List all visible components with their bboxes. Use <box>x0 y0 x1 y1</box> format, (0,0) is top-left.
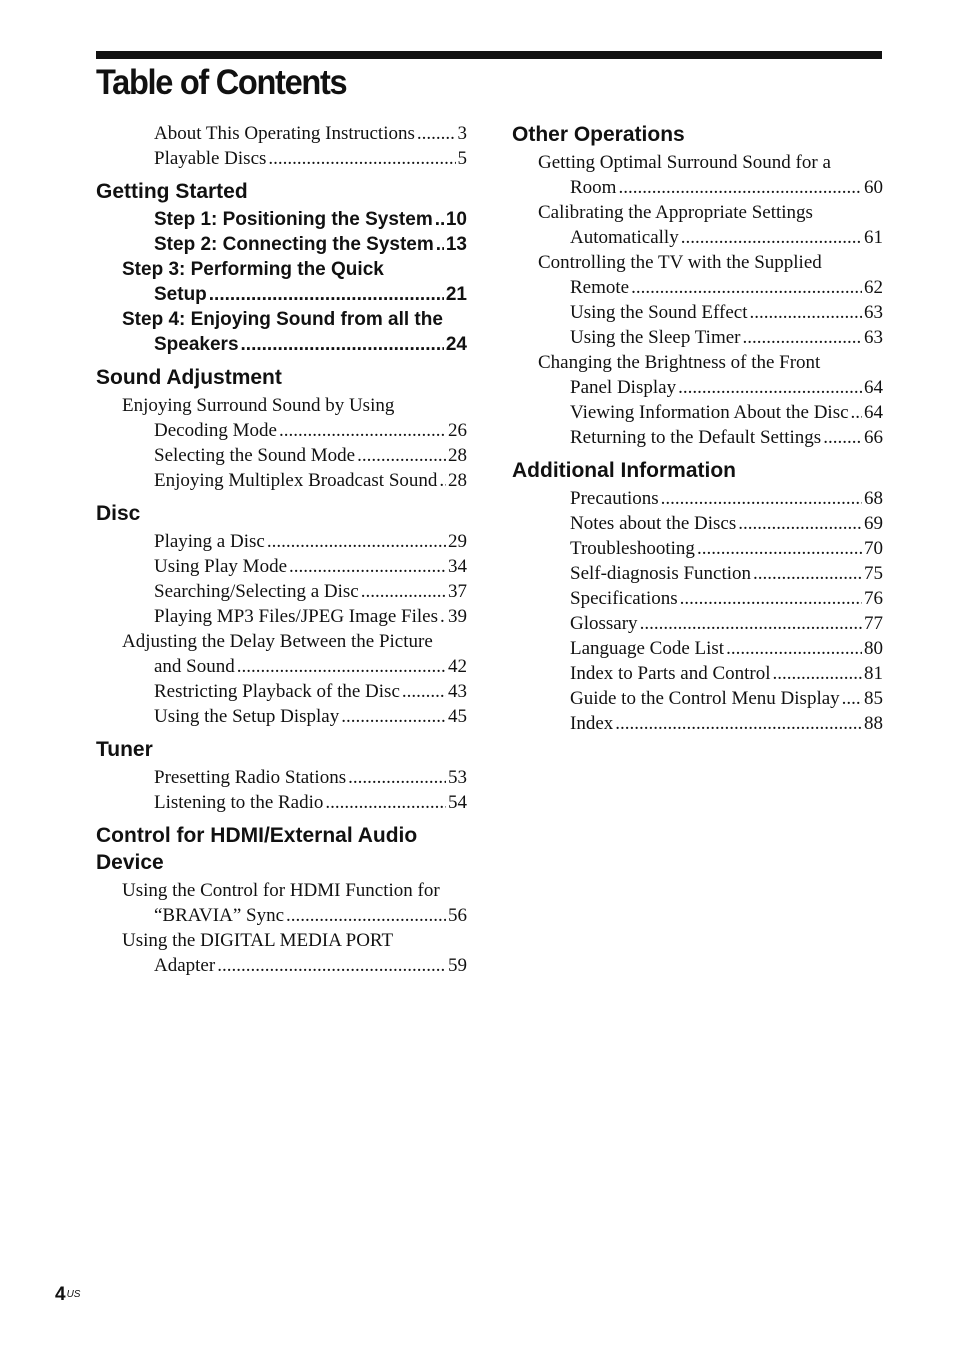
dot-leader <box>241 332 444 357</box>
entry-title: Using the Setup Display <box>154 706 340 727</box>
page-number-ref: 63 <box>864 327 883 348</box>
page-number-ref: 62 <box>864 277 883 298</box>
dot-leader <box>289 554 446 579</box>
dot-leader <box>357 443 446 468</box>
toc-entry[interactable] <box>512 250 883 300</box>
entry-line <box>570 225 883 250</box>
toc-entry[interactable] <box>96 928 467 978</box>
dot-leader <box>341 704 446 729</box>
entry-title: Enjoying Multiplex Broadcast Sound <box>154 470 438 491</box>
entry-title: Playing a Disc <box>154 531 265 552</box>
region-code: US <box>66 1289 81 1300</box>
page-number-value: 4 <box>55 1284 66 1305</box>
entry-line <box>154 207 467 232</box>
dot-leader <box>615 711 862 736</box>
page-number-ref: 88 <box>864 713 883 734</box>
entry-title: Speakers <box>154 334 239 355</box>
entry-title: Step 1: Positioning the System <box>154 209 433 230</box>
toc-entry[interactable] <box>512 150 883 200</box>
page-number-ref: 21 <box>445 284 467 305</box>
page-number-ref: 76 <box>864 588 883 609</box>
toc-entry[interactable] <box>96 554 467 579</box>
entry-line <box>570 661 883 686</box>
page-number-ref: 59 <box>448 955 467 976</box>
toc-entry[interactable] <box>96 878 467 928</box>
entry-title: Language Code List <box>570 638 725 659</box>
dot-leader <box>738 511 862 536</box>
entry-title: Automatically <box>570 227 679 248</box>
entry-title: Specifications <box>570 588 678 609</box>
toc-section-list <box>96 393 467 493</box>
dot-leader <box>640 611 862 636</box>
page-number-ref: 53 <box>448 767 467 788</box>
page-number-ref: 10 <box>445 209 467 230</box>
entry-title-start: Controlling the TV with the Supplied <box>538 252 822 273</box>
entry-title: Notes about the Discs <box>570 513 737 534</box>
entry-line <box>570 711 883 736</box>
entry-title: Index <box>570 713 614 734</box>
entry-title: Returning to the Default Settings <box>570 427 822 448</box>
page-number-ref: 26 <box>448 420 467 441</box>
toc-section-list <box>96 765 467 815</box>
dot-leader <box>678 375 862 400</box>
page-number-ref: 43 <box>448 681 467 702</box>
entry-title: Using Play Mode <box>154 556 287 577</box>
toc-section-list <box>96 878 467 978</box>
entry-line <box>570 611 883 636</box>
entry-line <box>570 175 883 200</box>
dot-leader <box>217 953 446 978</box>
dot-leader <box>661 486 862 511</box>
page-number-ref: 29 <box>448 531 467 552</box>
entry-title: and Sound <box>154 656 235 677</box>
page-number-ref: 85 <box>864 688 883 709</box>
dot-leader <box>237 654 446 679</box>
entry-line <box>154 146 467 171</box>
page-number-ref: 37 <box>448 581 467 602</box>
entry-title: Remote <box>570 277 630 298</box>
dot-leader <box>681 225 862 250</box>
dot-leader <box>361 579 446 604</box>
toc-entry[interactable] <box>512 511 883 536</box>
toc-entry[interactable] <box>512 350 883 400</box>
entry-title: Self-diagnosis Function <box>570 563 752 584</box>
entry-title: Glossary <box>570 613 638 634</box>
entry-line <box>154 765 467 790</box>
dot-leader <box>851 400 862 425</box>
toc-entry[interactable] <box>512 611 883 636</box>
page-number-ref: 63 <box>864 302 883 323</box>
toc-entry[interactable] <box>512 686 883 711</box>
entry-title-start: Using the Control for HDMI Function for <box>122 880 440 901</box>
toc-entry[interactable] <box>96 765 467 790</box>
entry-line <box>570 686 883 711</box>
toc-entry[interactable] <box>96 679 467 704</box>
toc-entry[interactable] <box>96 121 467 146</box>
page-number-ref: 69 <box>864 513 883 534</box>
dot-leader <box>417 121 456 146</box>
entry-title: Setup <box>154 284 207 305</box>
dot-leader <box>753 561 862 586</box>
page-number-ref: 28 <box>448 470 467 491</box>
page-number-ref: 54 <box>448 792 467 813</box>
dot-leader <box>823 425 862 450</box>
toc-entry[interactable] <box>96 604 467 629</box>
entry-title: Panel Display <box>570 377 677 398</box>
toc-entry[interactable] <box>512 400 883 425</box>
section-heading: Additional Information <box>512 459 736 482</box>
dot-leader <box>348 765 446 790</box>
entry-title: Room <box>570 177 617 198</box>
dot-leader <box>325 790 446 815</box>
dot-leader <box>436 232 444 257</box>
dot-leader <box>742 325 862 350</box>
toc-entry[interactable] <box>512 586 883 611</box>
dot-leader <box>439 468 446 493</box>
toc-entry[interactable] <box>512 425 883 450</box>
entry-line <box>154 554 467 579</box>
entry-line <box>154 579 467 604</box>
section-heading: Control for HDMI/External Audio Device <box>96 824 418 874</box>
toc-section-list <box>512 150 883 450</box>
toc-entry[interactable] <box>512 486 883 511</box>
dot-leader <box>209 282 444 307</box>
toc-entry[interactable] <box>96 257 467 307</box>
toc-entry[interactable] <box>96 529 467 554</box>
entry-line <box>154 529 467 554</box>
entry-line <box>154 332 467 357</box>
entry-line <box>154 790 467 815</box>
page-number-ref: 64 <box>864 377 883 398</box>
dot-leader <box>286 903 446 928</box>
entry-line <box>154 468 467 493</box>
entry-title-start: Getting Optimal Surround Sound for a <box>538 152 831 173</box>
page-number-ref: 66 <box>864 427 883 448</box>
entry-line <box>570 375 883 400</box>
entry-title: Using the Sound Effect <box>570 302 748 323</box>
entry-title: “BRAVIA” Sync <box>154 905 285 926</box>
entry-title-start: Enjoying Surround Sound by Using <box>122 395 395 416</box>
entry-line <box>570 486 883 511</box>
entry-title-start: Using the DIGITAL MEDIA PORT <box>122 930 394 951</box>
entry-title-start: Step 4: Enjoying Sound from all the <box>122 309 443 330</box>
entry-title: Playable Discs <box>154 148 267 169</box>
entry-line <box>154 121 467 146</box>
dot-leader <box>435 207 444 232</box>
entry-line <box>154 443 467 468</box>
entry-title: Restricting Playback of the Disc <box>154 681 400 702</box>
toc-left-column <box>96 121 467 978</box>
page-number-ref: 28 <box>448 445 467 466</box>
entry-title: Searching/Selecting a Disc <box>154 581 359 602</box>
dot-leader <box>750 300 863 325</box>
entry-title-start: Changing the Brightness of the Front <box>538 352 821 373</box>
entry-title: Selecting the Sound Mode <box>154 445 356 466</box>
entry-title: Step 2: Connecting the System <box>154 234 434 255</box>
entry-title: Viewing Information About the Disc <box>570 402 849 423</box>
page-number-ref: 24 <box>445 334 467 355</box>
entry-line <box>154 654 467 679</box>
toc-entry[interactable] <box>96 393 467 443</box>
entry-line <box>154 282 467 307</box>
toc-entry[interactable] <box>96 232 467 257</box>
page-number-ref: 64 <box>864 402 883 423</box>
page-number-ref: 5 <box>457 148 467 169</box>
toc-right-column <box>512 121 883 736</box>
entry-title: Using the Sleep Timer <box>570 327 741 348</box>
entry-line <box>154 418 467 443</box>
entry-title: Decoding Mode <box>154 420 277 441</box>
entry-line <box>570 586 883 611</box>
toc-entry[interactable] <box>96 704 467 729</box>
toc-entry[interactable] <box>96 146 467 171</box>
entry-line <box>154 903 467 928</box>
toc-section-list <box>96 529 467 729</box>
page-number-ref: 3 <box>457 123 467 144</box>
entry-title: Troubleshooting <box>570 538 695 559</box>
entry-line <box>570 561 883 586</box>
dot-leader <box>268 146 455 171</box>
entry-line <box>570 511 883 536</box>
dot-leader <box>697 536 862 561</box>
entry-line <box>154 953 467 978</box>
entry-title: Guide to the Control Menu Display <box>570 688 840 709</box>
toc-entry[interactable] <box>512 636 883 661</box>
entry-title: About This Operating Instructions <box>154 123 415 144</box>
page-number-ref: 56 <box>448 905 467 926</box>
page-number-ref: 34 <box>448 556 467 577</box>
entry-title: Index to Parts and Control <box>570 663 771 684</box>
page-number-ref: 61 <box>864 227 883 248</box>
dot-leader <box>279 418 446 443</box>
toc-section-list <box>96 207 467 357</box>
page-number-ref: 77 <box>864 613 883 634</box>
entry-line <box>570 300 883 325</box>
toc-entry[interactable] <box>512 711 883 736</box>
page-number-ref: 45 <box>448 706 467 727</box>
page-number <box>55 1283 80 1307</box>
title-rule <box>96 51 882 59</box>
section-heading: Sound Adjustment <box>96 366 282 389</box>
entry-line <box>154 704 467 729</box>
page-number-ref: 42 <box>448 656 467 677</box>
dot-leader <box>618 175 862 200</box>
toc-entry[interactable] <box>512 200 883 250</box>
toc-entry[interactable] <box>96 629 467 679</box>
toc-entry[interactable] <box>96 579 467 604</box>
toc-section-list <box>512 486 883 736</box>
page-number-ref: 75 <box>864 563 883 584</box>
entry-title-start: Step 3: Performing the Quick <box>122 259 384 280</box>
dot-leader <box>726 636 862 661</box>
entry-title-start: Calibrating the Appropriate Settings <box>538 202 813 223</box>
entry-line <box>570 636 883 661</box>
page-title: Table of Contents <box>96 63 347 102</box>
page-number-ref: 81 <box>864 663 883 684</box>
entry-line <box>154 604 467 629</box>
entry-line <box>154 679 467 704</box>
page-number-ref: 60 <box>864 177 883 198</box>
page-number-ref: 70 <box>864 538 883 559</box>
page-number-ref: 13 <box>445 234 467 255</box>
entry-title: Adapter <box>154 955 216 976</box>
toc-entry[interactable] <box>96 790 467 815</box>
entry-line <box>570 400 883 425</box>
entry-line <box>570 325 883 350</box>
entry-line <box>570 425 883 450</box>
toc-entry[interactable] <box>96 307 467 357</box>
dot-leader <box>680 586 862 611</box>
section-heading: Getting Started <box>96 180 248 203</box>
page-number-ref: 39 <box>448 606 467 627</box>
entry-line <box>570 536 883 561</box>
dot-leader <box>267 529 446 554</box>
dot-leader <box>842 686 862 711</box>
page-number-ref: 68 <box>864 488 883 509</box>
toc-entry[interactable] <box>512 300 883 325</box>
toc-entry[interactable] <box>96 207 467 232</box>
toc-section-list <box>96 121 467 171</box>
toc-entry[interactable] <box>512 536 883 561</box>
section-heading: Disc <box>96 502 141 525</box>
entry-title: Presetting Radio Stations <box>154 767 347 788</box>
section-heading: Other Operations <box>512 123 685 146</box>
entry-line <box>570 275 883 300</box>
toc-entry[interactable] <box>512 325 883 350</box>
entry-title: Listening to the Radio <box>154 792 324 813</box>
toc-entry[interactable] <box>512 561 883 586</box>
section-heading: Tuner <box>96 738 153 761</box>
dot-leader <box>631 275 862 300</box>
entry-line <box>154 232 467 257</box>
toc-entry[interactable] <box>512 661 883 686</box>
toc-entry[interactable] <box>96 468 467 493</box>
entry-title: Playing MP3 Files/JPEG Image Files <box>154 606 438 627</box>
page-number-ref: 80 <box>864 638 883 659</box>
dot-leader <box>773 661 862 686</box>
entry-title-start: Adjusting the Delay Between the Picture <box>122 631 433 652</box>
dot-leader <box>402 679 446 704</box>
entry-title: Precautions <box>570 488 659 509</box>
toc-entry[interactable] <box>96 443 467 468</box>
